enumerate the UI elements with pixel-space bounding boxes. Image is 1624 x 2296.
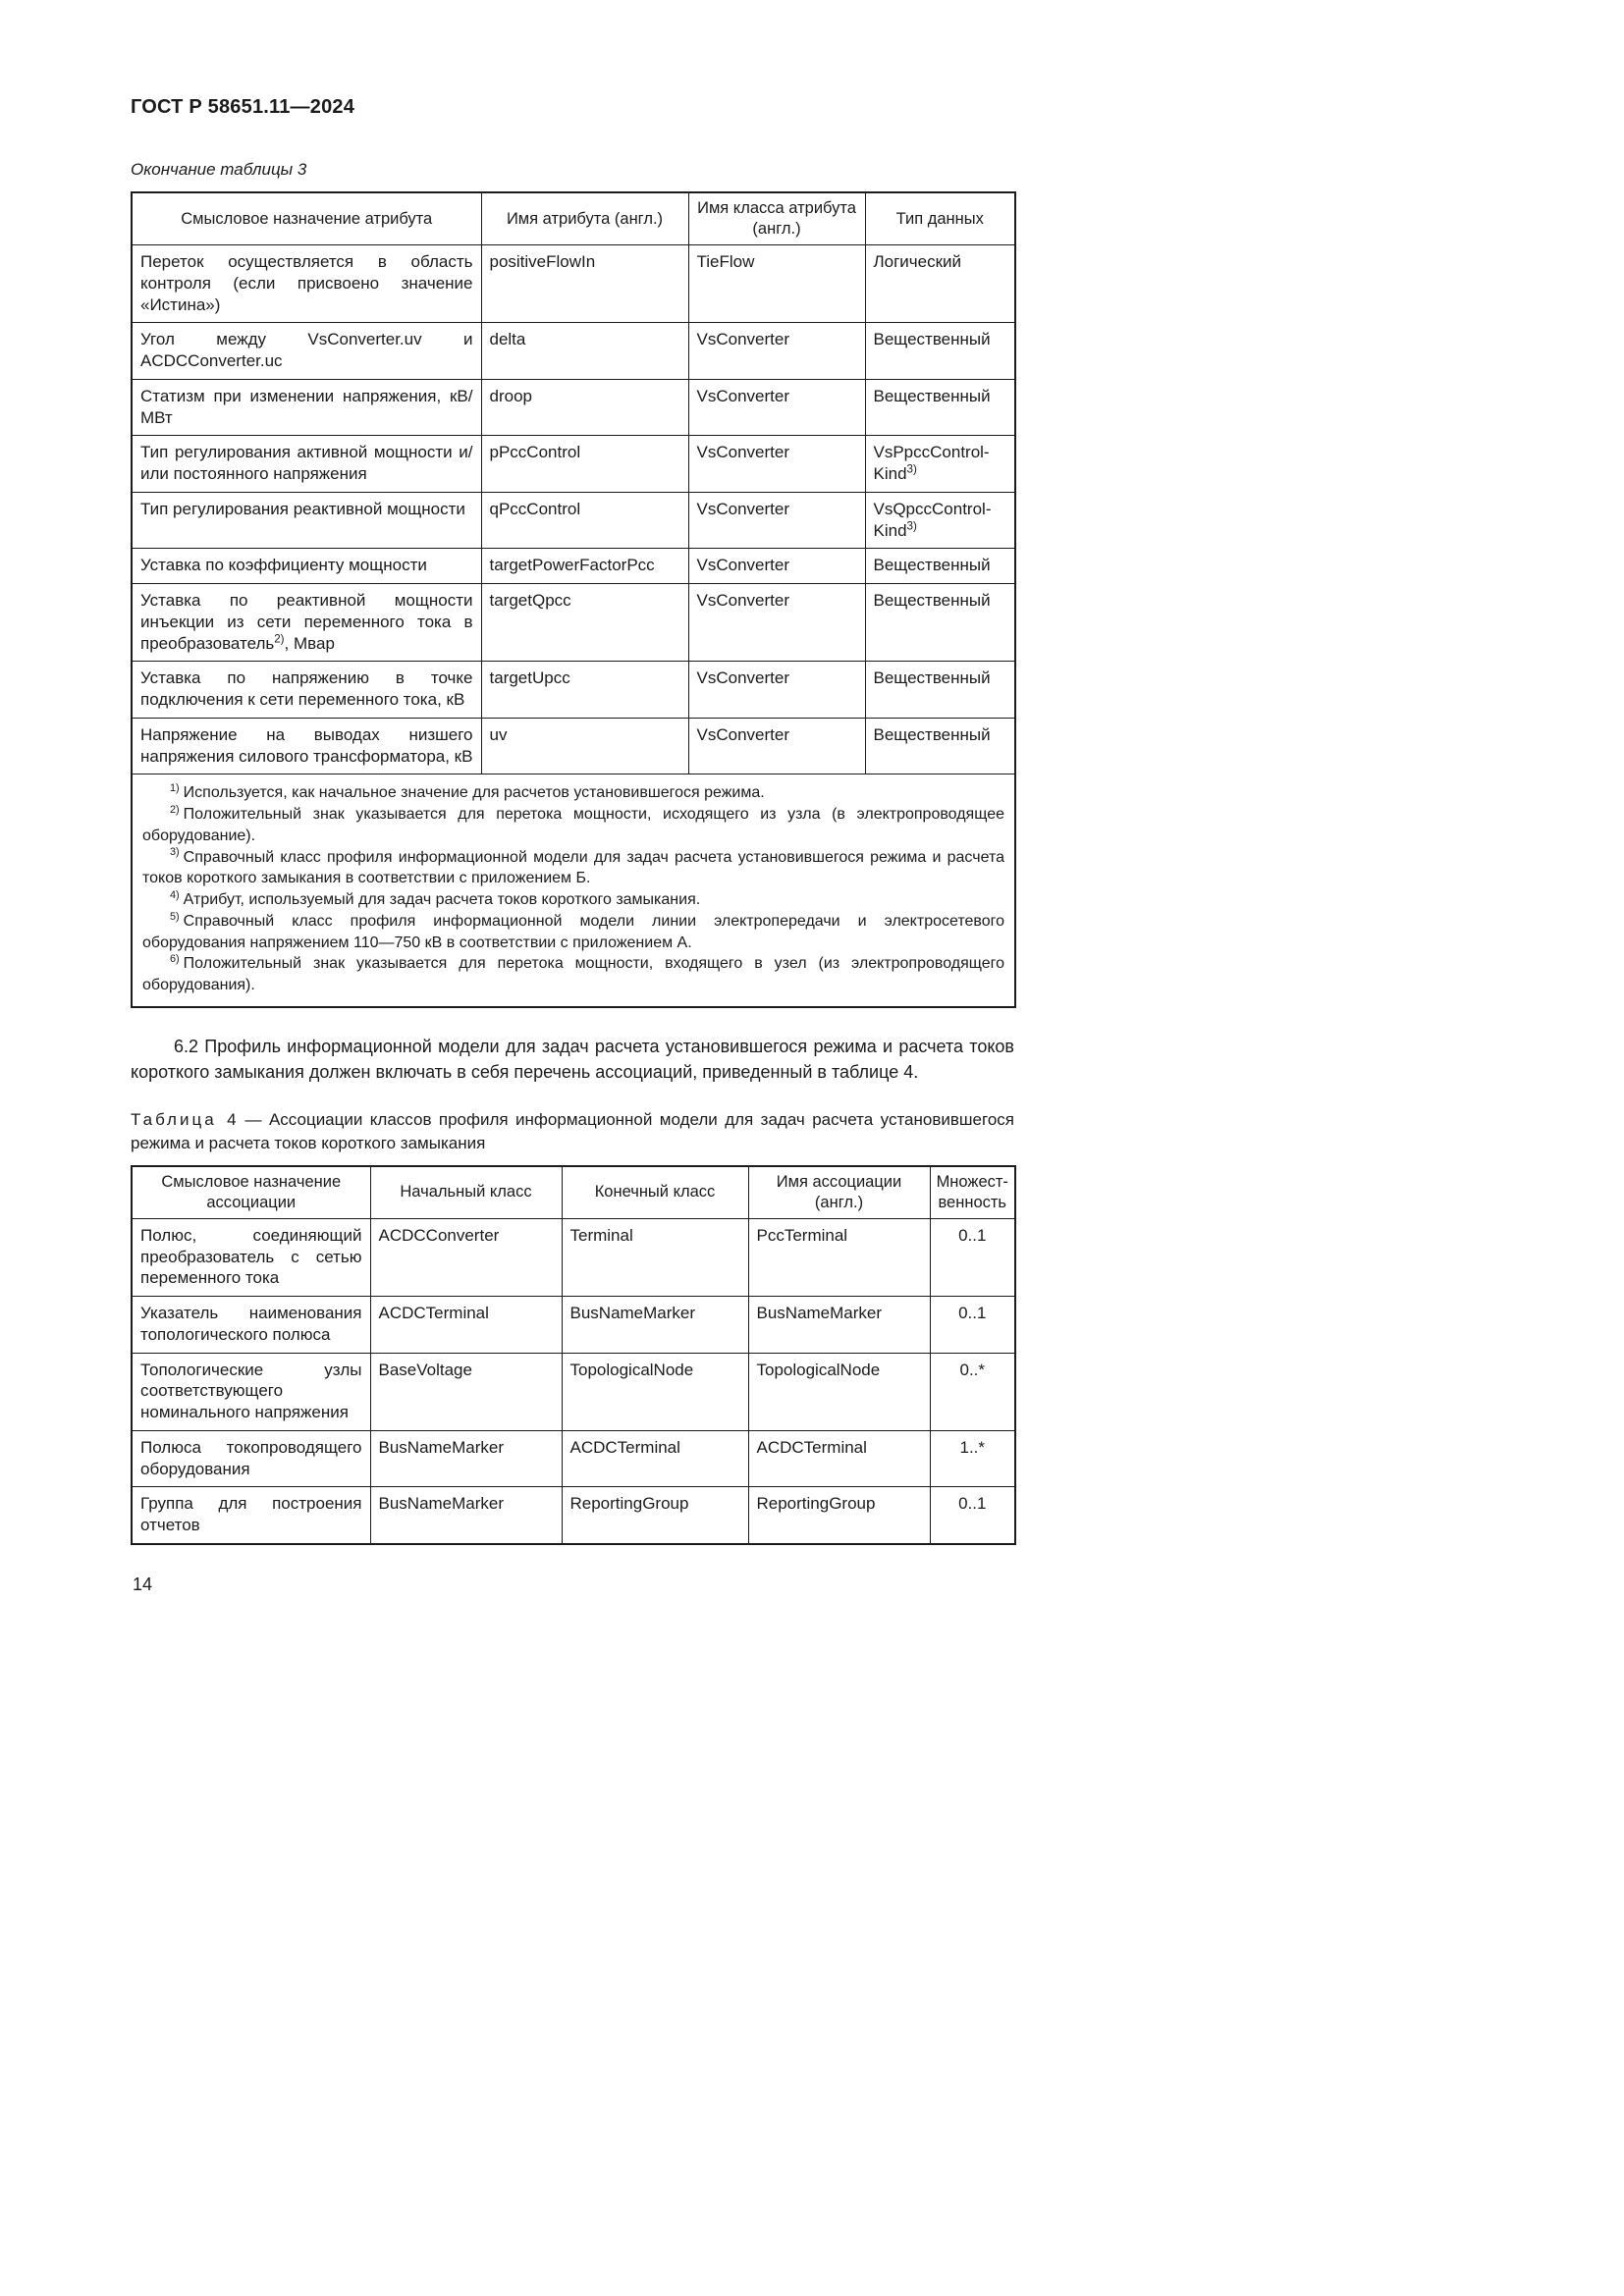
cell-start-class: ACDCTerminal bbox=[370, 1297, 562, 1354]
cell-association-purpose: Группа для построения отчетов bbox=[132, 1487, 370, 1544]
cell-attribute-class: VsConverter bbox=[688, 718, 865, 774]
page-number: 14 bbox=[133, 1574, 153, 1594]
footnote-marker: 1) bbox=[170, 782, 180, 795]
cell-attribute-name: droop bbox=[481, 379, 688, 436]
column-header-multiplicity: Множест-венность bbox=[930, 1166, 1015, 1219]
cell-attribute-name: qPccControl bbox=[481, 492, 688, 549]
table3-continuation-caption: Окончание таблицы 3 bbox=[131, 160, 307, 179]
cell-attribute-purpose: Напряжение на выводах низшего напряжения силового трансформатора, кВ bbox=[132, 718, 481, 774]
footnote-text: Используется, как начальное значение для расчетов установившегося режима. bbox=[183, 784, 765, 802]
footnote-text: Положительный знак указывается для перетока мощности, исходящего из узла (в электропроводящее оборудование). bbox=[142, 806, 1004, 844]
cell-attribute-name: pPccControl bbox=[481, 436, 688, 493]
cell-end-class: ACDCTerminal bbox=[562, 1430, 748, 1487]
table3-header-row bbox=[132, 192, 1015, 245]
cell-data-type bbox=[865, 492, 1015, 549]
table-row bbox=[132, 584, 1015, 662]
page-content bbox=[131, 96, 1014, 1595]
cell-attribute-name: targetQpcc bbox=[481, 584, 688, 662]
data-type-text: VsQpccControl-Kind bbox=[873, 499, 992, 540]
cell-attribute-class: VsConverter bbox=[688, 323, 865, 380]
cell-multiplicity: 0..1 bbox=[930, 1487, 1015, 1544]
table-row bbox=[132, 245, 1015, 323]
cell-attribute-class: TieFlow bbox=[688, 245, 865, 323]
table-row bbox=[132, 1297, 1015, 1354]
cell-attribute-purpose bbox=[132, 584, 481, 662]
data-type-text: VsPpccControl-Kind bbox=[873, 443, 990, 484]
table3-attributes bbox=[131, 191, 1016, 1008]
cell-attribute-purpose: Тип регулирования активной мощности и/или постоянного напряжения bbox=[132, 436, 481, 493]
column-header-start-class: Начальный класс bbox=[370, 1166, 562, 1219]
cell-attribute-purpose: Уставка по напряжению в точке подключения к сети переменного тока, кВ bbox=[132, 662, 481, 719]
purpose-text: , Мвар bbox=[284, 633, 335, 653]
footnote bbox=[142, 889, 1004, 911]
footnote-text: Справочный класс профиля информационной модели линии электропередачи и электросетевого оборудования напряжением 110—750 кВ в соответствии с приложением А. bbox=[142, 912, 1004, 951]
table3-body bbox=[132, 245, 1015, 1007]
cell-association-name: BusNameMarker bbox=[748, 1297, 930, 1354]
cell-attribute-class: VsConverter bbox=[688, 379, 865, 436]
cell-association-name: ReportingGroup bbox=[748, 1487, 930, 1544]
footnote-marker: 3) bbox=[170, 846, 180, 859]
cell-attribute-class: VsConverter bbox=[688, 584, 865, 662]
cell-attribute-purpose: Статизм при изменении напряжения, кВ/МВт bbox=[132, 379, 481, 436]
cell-start-class: BusNameMarker bbox=[370, 1430, 562, 1487]
cell-data-type: Вещественный bbox=[865, 323, 1015, 380]
cell-association-name: TopologicalNode bbox=[748, 1353, 930, 1430]
table-row bbox=[132, 436, 1015, 493]
cell-attribute-purpose: Переток осуществляется в область контроля (если присвоено значение «Истина») bbox=[132, 245, 481, 323]
table4-header bbox=[132, 1166, 1015, 1219]
footnote bbox=[142, 804, 1004, 847]
footnote bbox=[142, 911, 1004, 954]
cell-data-type: Вещественный bbox=[865, 718, 1015, 774]
footnote-text: Атрибут, используемый для задач расчета токов короткого замыкания. bbox=[183, 891, 701, 909]
footnote bbox=[142, 782, 1004, 804]
purpose-text: Уставка по реактивной мощности инъекции из сети переменного тока в преобразователь bbox=[140, 591, 473, 653]
cell-multiplicity: 1..* bbox=[930, 1430, 1015, 1487]
table-row bbox=[132, 323, 1015, 380]
column-header-end-class: Конечный класс bbox=[562, 1166, 748, 1219]
footnote-marker: 4) bbox=[170, 888, 180, 901]
cell-end-class: ReportingGroup bbox=[562, 1487, 748, 1544]
cell-start-class: BaseVoltage bbox=[370, 1353, 562, 1430]
cell-association-name: PccTerminal bbox=[748, 1218, 930, 1296]
cell-end-class: BusNameMarker bbox=[562, 1297, 748, 1354]
column-header-data-type: Тип данных bbox=[865, 192, 1015, 245]
table-row bbox=[132, 379, 1015, 436]
cell-attribute-purpose: Тип регулирования реактивной мощности bbox=[132, 492, 481, 549]
cell-attribute-name: targetPowerFactorPcc bbox=[481, 549, 688, 584]
table3-header bbox=[132, 192, 1015, 245]
footnote bbox=[142, 953, 1004, 996]
column-header-attr-class: Имя класса атрибута (англ.) bbox=[688, 192, 865, 245]
table-row bbox=[132, 718, 1015, 774]
cell-association-purpose: Полюс, соединяющий преобразователь с сетью переменного тока bbox=[132, 1218, 370, 1296]
footnote-marker: 6) bbox=[170, 953, 180, 966]
cell-data-type: Вещественный bbox=[865, 549, 1015, 584]
footnote-text: Положительный знак указывается для перетока мощности, входящего в узел (из электропроводящего оборудования). bbox=[142, 955, 1004, 994]
cell-data-type bbox=[865, 436, 1015, 493]
section-6-2-paragraph: 6.2 Профиль информационной модели для задач расчета установившегося режима и расчета токов короткого замыкания должен включать в себя перечень ассоциаций, приведенный в таблице 4. bbox=[131, 1036, 1014, 1083]
table-row bbox=[132, 1353, 1015, 1430]
footnote-marker: 5) bbox=[170, 910, 180, 923]
footnote bbox=[142, 847, 1004, 890]
table-row bbox=[132, 1218, 1015, 1296]
table4-caption bbox=[131, 1108, 1014, 1155]
cell-data-type: Вещественный bbox=[865, 379, 1015, 436]
cell-data-type: Вещественный bbox=[865, 662, 1015, 719]
cell-start-class: BusNameMarker bbox=[370, 1487, 562, 1544]
column-header-purpose: Смысловое назначение атрибута bbox=[132, 192, 481, 245]
footnote-text: Справочный класс профиля информационной модели для задач расчета установившегося режима и расчета токов короткого замыкания в соответствии с приложением Б. bbox=[142, 848, 1004, 887]
cell-attribute-class: VsConverter bbox=[688, 662, 865, 719]
cell-end-class: TopologicalNode bbox=[562, 1353, 748, 1430]
cell-attribute-class: VsConverter bbox=[688, 436, 865, 493]
cell-attribute-name: delta bbox=[481, 323, 688, 380]
cell-multiplicity: 0..* bbox=[930, 1353, 1015, 1430]
cell-attribute-purpose: Уставка по коэффициенту мощности bbox=[132, 549, 481, 584]
table4-caption-label: Таблица 4 bbox=[131, 1110, 240, 1130]
cell-attribute-name: positiveFlowIn bbox=[481, 245, 688, 323]
table-row bbox=[132, 1430, 1015, 1487]
table4-header-row bbox=[132, 1166, 1015, 1219]
table3-footnotes-row bbox=[132, 774, 1015, 1007]
cell-attribute-purpose: Угол между VsConverter.uv и ACDCConverter.uc bbox=[132, 323, 481, 380]
cell-attribute-name: uv bbox=[481, 718, 688, 774]
cell-data-type: Логический bbox=[865, 245, 1015, 323]
table-row bbox=[132, 492, 1015, 549]
cell-attribute-class: VsConverter bbox=[688, 492, 865, 549]
document-title: ГОСТ Р 58651.11—2024 bbox=[131, 96, 355, 118]
cell-association-purpose: Полюса токопроводящего оборудования bbox=[132, 1430, 370, 1487]
footnote-ref: 2) bbox=[274, 633, 285, 646]
table-row bbox=[132, 662, 1015, 719]
cell-multiplicity: 0..1 bbox=[930, 1297, 1015, 1354]
table4-caption-text: — Ассоциации классов профиля информационной модели для задач расчета установившегося режима и расчета токов короткого замыкания bbox=[131, 1110, 1014, 1152]
cell-attribute-name: targetUpcc bbox=[481, 662, 688, 719]
cell-data-type: Вещественный bbox=[865, 584, 1015, 662]
cell-association-name: ACDCTerminal bbox=[748, 1430, 930, 1487]
footnote-marker: 2) bbox=[170, 803, 180, 816]
cell-start-class: ACDCConverter bbox=[370, 1218, 562, 1296]
cell-multiplicity: 0..1 bbox=[930, 1218, 1015, 1296]
cell-association-purpose: Указатель наименования топологического полюса bbox=[132, 1297, 370, 1354]
cell-end-class: Terminal bbox=[562, 1218, 748, 1296]
footnote-ref: 3) bbox=[906, 463, 917, 476]
footnote-ref: 3) bbox=[906, 520, 917, 533]
column-header-attr-name: Имя атрибута (англ.) bbox=[481, 192, 688, 245]
column-header-assoc-name: Имя ассоциации (англ.) bbox=[748, 1166, 930, 1219]
cell-attribute-class: VsConverter bbox=[688, 549, 865, 584]
table4-body bbox=[132, 1218, 1015, 1544]
table3-footnotes bbox=[132, 774, 1015, 1007]
table-row bbox=[132, 1487, 1015, 1544]
table-row bbox=[132, 549, 1015, 584]
column-header-assoc-purpose: Смысловое назначение ассоциации bbox=[132, 1166, 370, 1219]
cell-association-purpose: Топологические узлы соответствующего номинального напряжения bbox=[132, 1353, 370, 1430]
table4-associations bbox=[131, 1165, 1016, 1545]
